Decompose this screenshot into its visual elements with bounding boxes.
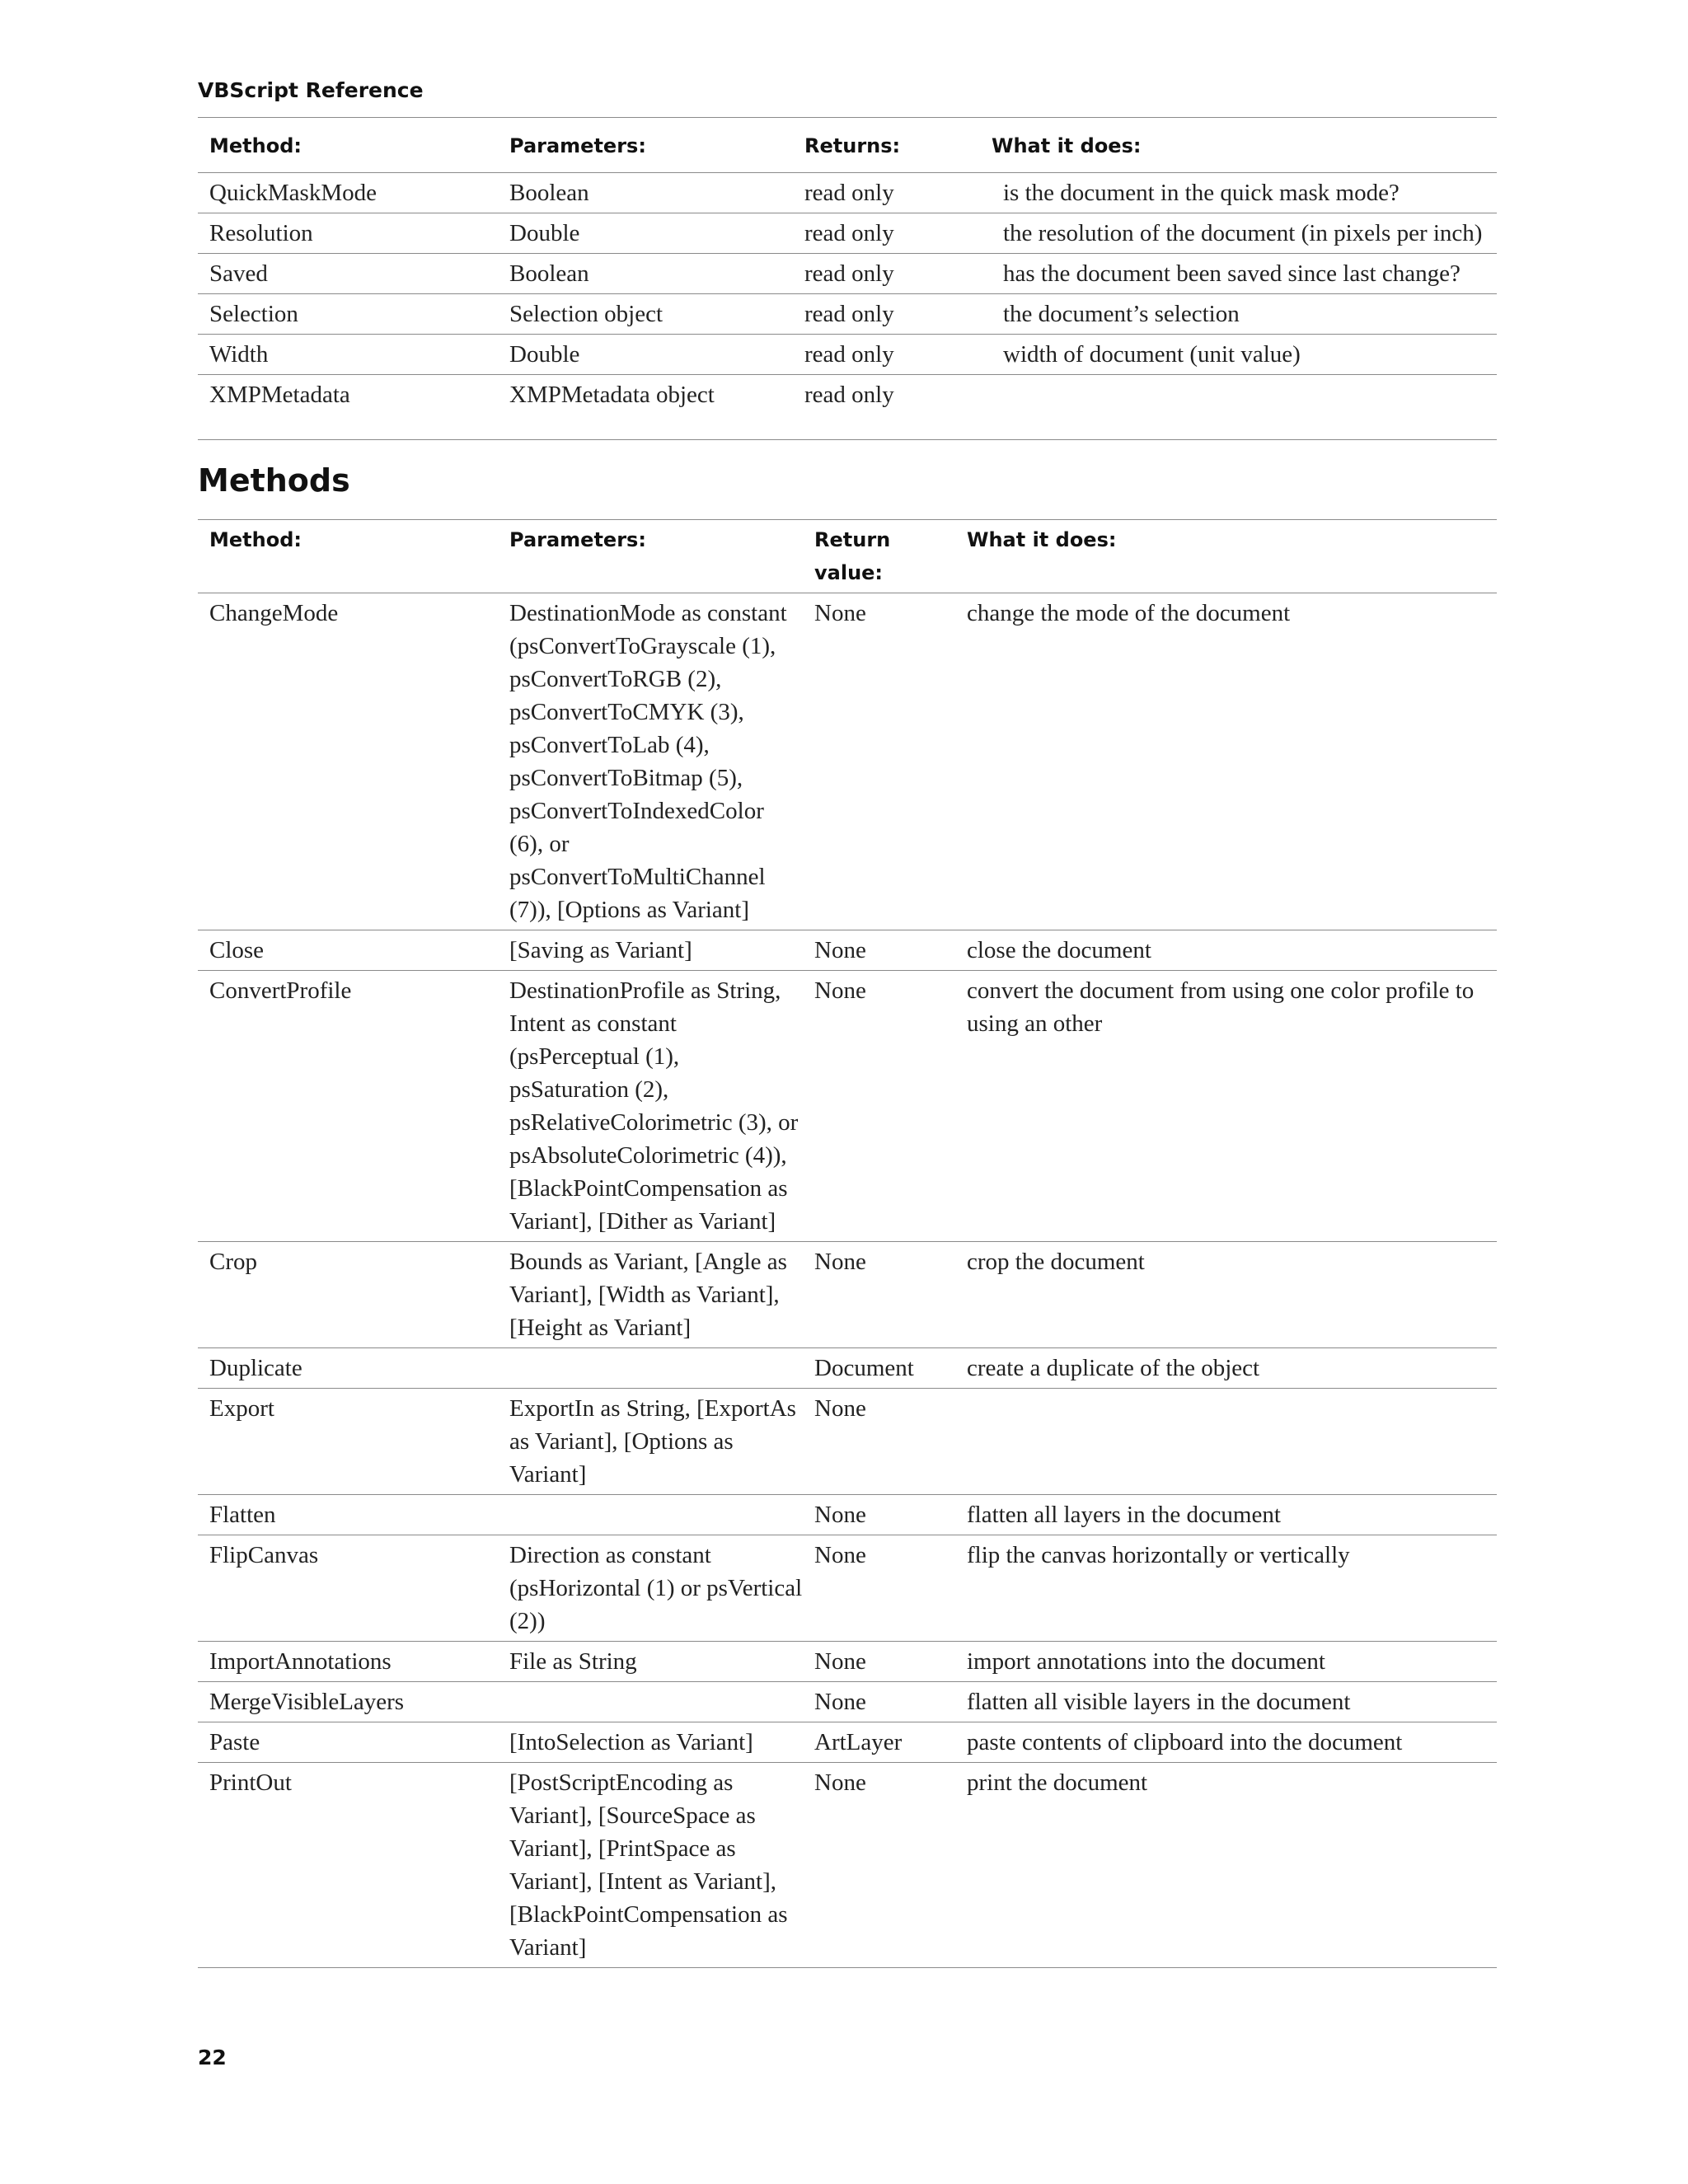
cell-returns: None (803, 1495, 955, 1535)
cell-description (992, 375, 1497, 440)
cell-returns: read only (793, 213, 992, 254)
table-row (198, 294, 1497, 335)
cell-method: PrintOut (198, 1763, 498, 1968)
cell-parameters: DestinationProfile as String, Intent as constant (psPerceptual (1), psSaturation (2), psRelativeColorimetric (3), or psAbsoluteColorimetric (4)), [BlackPointCompensation as Variant], [Dither as Variant] (498, 971, 803, 1242)
table-row (198, 593, 1497, 930)
table-row (198, 335, 1497, 375)
cell-method: Export (198, 1389, 498, 1495)
cell-parameters: XMPMetadata object (509, 382, 715, 408)
cell-method: ConvertProfile (198, 971, 498, 1242)
cell-parameters: Selection object (498, 294, 793, 335)
table-row (198, 1642, 1497, 1682)
cell-parameters (498, 1348, 803, 1389)
cell-method: ImportAnnotations (198, 1642, 498, 1682)
column-header-parameters: Parameters: (498, 118, 793, 173)
cell-returns: read only (793, 254, 992, 294)
cell-returns: None (803, 930, 955, 971)
cell-method: Duplicate (198, 1348, 498, 1389)
cell-parameters: File as String (498, 1642, 803, 1682)
cell-description: print the document (955, 1763, 1497, 1968)
cell-description: import annotations into the document (955, 1642, 1497, 1682)
column-header-what-it-does: What it does: (955, 520, 1497, 593)
cell-parameters: Double (498, 335, 793, 375)
cell-description: flip the canvas horizontally or vertically (955, 1535, 1497, 1642)
cell-method: Flatten (198, 1495, 498, 1535)
table-row (198, 1682, 1497, 1722)
cell-returns: None (803, 971, 955, 1242)
section-heading: Methods (198, 462, 350, 499)
cell-parameters: [Saving as Variant] (498, 930, 803, 971)
running-head: VBScript Reference (198, 78, 424, 102)
table-row (198, 254, 1497, 294)
methods-table-body (198, 593, 1497, 1968)
cell-method: Saved (198, 254, 498, 294)
cell-parameters: DestinationMode as constant (psConvertToGrayscale (1), psConvertToRGB (2), psConvertToCMYK (3), psConvertToLab (4), psConvertToBitmap (5), psConvertToIndexedColor (6), or psConvertToMultiChannel (7)), [Options as Variant] (498, 593, 803, 930)
cell-parameters: Boolean (498, 254, 793, 294)
table-header-row (198, 520, 1497, 593)
cell-description: flatten all layers in the document (955, 1495, 1497, 1535)
cell-description: the resolution of the document (in pixels per inch) (992, 213, 1497, 254)
cell-method: Width (198, 335, 498, 375)
cell-description: width of document (unit value) (992, 335, 1497, 375)
table-row (198, 1389, 1497, 1495)
cell-returns: ArtLayer (803, 1722, 955, 1763)
cell-returns: None (803, 1242, 955, 1348)
table-row (198, 1535, 1497, 1642)
table-header-row (198, 118, 1497, 173)
table-row (198, 375, 1497, 440)
cell-returns: read only (793, 294, 992, 335)
cell-returns: None (803, 1682, 955, 1722)
cell-parameters: Double (498, 213, 793, 254)
table-row (198, 1763, 1497, 1968)
page-number: 22 (198, 2046, 227, 2069)
cell-returns: Document (803, 1348, 955, 1389)
cell-returns: None (803, 1642, 955, 1682)
section-divider (198, 439, 1497, 440)
cell-returns: None (803, 1389, 955, 1495)
cell-description: change the mode of the document (955, 593, 1497, 930)
cell-method: QuickMaskMode (198, 173, 498, 213)
cell-returns: None (803, 593, 955, 930)
cell-method: FlipCanvas (198, 1535, 498, 1642)
cell-method: Paste (198, 1722, 498, 1763)
cell-description: has the document been saved since last change? (992, 254, 1497, 294)
table-row (198, 930, 1497, 971)
column-header-method: Method: (198, 118, 498, 173)
column-header-parameters: Parameters: (498, 520, 803, 593)
table-row (198, 1242, 1497, 1348)
column-header-method: Method: (198, 520, 498, 593)
table-row (198, 1348, 1497, 1389)
cell-parameters: [PostScriptEncoding as Variant], [SourceSpace as Variant], [PrintSpace as Variant], [Intent as Variant], [BlackPointCompensation as Variant] (498, 1763, 803, 1968)
cell-parameters (498, 1495, 803, 1535)
properties-table-body (198, 173, 1497, 440)
table-row (198, 173, 1497, 213)
cell-description: is the document in the quick mask mode? (992, 173, 1497, 213)
table-row (198, 213, 1497, 254)
cell-description: close the document (955, 930, 1497, 971)
column-header-what-it-does: What it does: (992, 118, 1497, 173)
cell-parameters: [IntoSelection as Variant] (498, 1722, 803, 1763)
table-row (198, 971, 1497, 1242)
cell-description: crop the document (955, 1242, 1497, 1348)
cell-returns: None (803, 1535, 955, 1642)
cell-method: Selection (198, 294, 498, 335)
cell-description: create a duplicate of the object (955, 1348, 1497, 1389)
cell-parameters: Bounds as Variant, [Angle as Variant], [Width as Variant], [Height as Variant] (498, 1242, 803, 1348)
cell-returns: None (803, 1763, 955, 1968)
cell-description: paste contents of clipboard into the document (955, 1722, 1497, 1763)
properties-table (198, 117, 1497, 439)
cell-method: MergeVisibleLayers (198, 1682, 498, 1722)
cell-parameters (498, 1682, 803, 1722)
methods-table (198, 519, 1497, 1968)
cell-returns: read only (793, 335, 992, 375)
cell-method: XMPMetadata (209, 382, 350, 408)
cell-description: flatten all visible layers in the document (955, 1682, 1497, 1722)
column-header-return-value: Return value: (803, 520, 955, 593)
table-row (198, 1722, 1497, 1763)
cell-description (955, 1389, 1497, 1495)
cell-parameters: Boolean (498, 173, 793, 213)
cell-parameters: Direction as constant (psHorizontal (1) or psVertical (2)) (498, 1535, 803, 1642)
cell-parameters: ExportIn as String, [ExportAs as Variant], [Options as Variant] (498, 1389, 803, 1495)
page (198, 76, 1497, 1968)
cell-method: Close (198, 930, 498, 971)
cell-returns: read only (804, 382, 894, 408)
cell-method: Crop (198, 1242, 498, 1348)
cell-description: convert the document from using one color profile to using an other (955, 971, 1497, 1242)
cell-method: ChangeMode (198, 593, 498, 930)
cell-description: the document’s selection (992, 294, 1497, 335)
table-row (198, 1495, 1497, 1535)
cell-method: Resolution (198, 213, 498, 254)
column-header-returns: Returns: (793, 118, 992, 173)
cell-returns: read only (793, 173, 992, 213)
